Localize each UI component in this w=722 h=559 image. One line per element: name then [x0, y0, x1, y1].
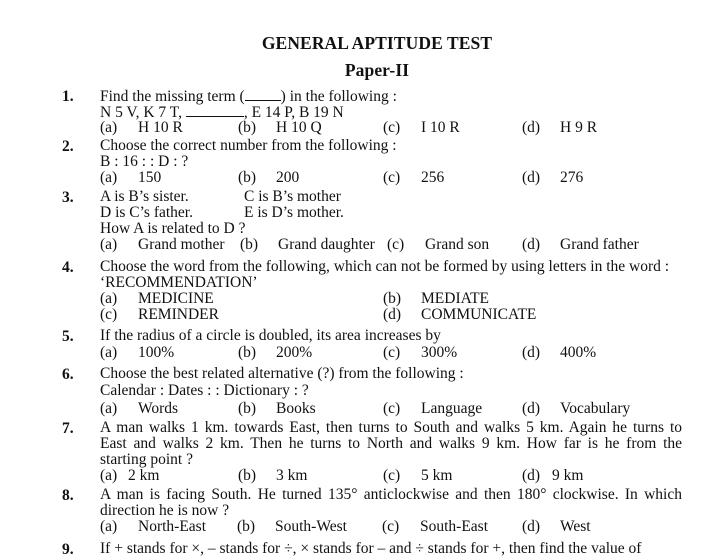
sequence-part: N 5 V, K 7 T, — [100, 104, 186, 121]
option-label: (a) — [100, 344, 118, 361]
question-text-part: ) in the following : — [280, 88, 397, 105]
statement-4: E is D’s mother. — [244, 204, 344, 221]
question-number: 8. — [62, 487, 74, 504]
option-b[interactable] — [238, 401, 316, 417]
question-number: 6. — [62, 366, 74, 383]
option-d[interactable] — [522, 468, 583, 484]
question-text-line-2: East and walks 2 km. Then he turns to North and walks 9 km. How far is he from the — [100, 435, 682, 452]
option-a[interactable] — [100, 401, 178, 417]
option-b[interactable] — [238, 120, 322, 136]
option-c[interactable] — [383, 120, 460, 136]
sequence-part: , E 14 P, B 19 N — [243, 104, 344, 121]
option-label: (a) — [100, 467, 118, 484]
option-b[interactable] — [238, 345, 312, 361]
option-c[interactable] — [383, 170, 444, 186]
option-label: (d) — [383, 306, 402, 323]
option-label: (b) — [240, 236, 259, 253]
option-c[interactable] — [383, 401, 482, 417]
paper-subtitle: Paper-II — [344, 60, 410, 80]
option-label: (a) — [100, 290, 118, 307]
option-text: Grand mother — [138, 236, 225, 253]
option-label: (b) — [238, 467, 257, 484]
option-text: Vocabulary — [560, 400, 631, 417]
option-label: (a) — [100, 236, 118, 253]
option-d[interactable] — [522, 120, 597, 136]
option-label: (c) — [382, 518, 400, 535]
question-number: 5. — [62, 328, 74, 345]
question-number: 2. — [62, 138, 74, 155]
blank-line — [245, 88, 281, 101]
option-text: 276 — [560, 169, 584, 186]
option-c[interactable] — [387, 237, 489, 253]
option-a[interactable] — [100, 519, 206, 535]
option-label: (b) — [238, 119, 257, 136]
option-text: REMINDER — [138, 306, 219, 323]
question-text: If the radius of a circle is doubled, its area increases by — [100, 327, 441, 344]
question-text-line-2: direction he is now ? — [100, 502, 230, 519]
question-number: 1. — [62, 88, 74, 105]
option-label: (d) — [522, 344, 541, 361]
option-text: 400% — [560, 344, 597, 361]
option-text: 5 km — [421, 467, 453, 484]
option-label: (c) — [383, 467, 401, 484]
option-b[interactable] — [238, 170, 299, 186]
option-b[interactable] — [237, 519, 347, 535]
option-label: (c) — [383, 119, 401, 136]
question-number: 4. — [62, 259, 74, 276]
option-c[interactable] — [382, 519, 488, 535]
option-label: (b) — [238, 400, 257, 417]
option-c[interactable] — [383, 345, 457, 361]
option-label: (d) — [522, 400, 541, 417]
option-text: Grand son — [425, 236, 490, 253]
statement-2: C is B’s mother — [244, 188, 341, 205]
option-b[interactable] — [383, 291, 489, 307]
option-label: (c) — [100, 306, 118, 323]
option-text: 300% — [421, 344, 458, 361]
question-text: Choose the word from the following, which can not be formed by using letters in the word : — [100, 258, 670, 275]
question-text-line-3: starting point ? — [100, 451, 193, 468]
option-text: 9 km — [552, 467, 584, 484]
option-b[interactable] — [240, 237, 375, 253]
option-label: (d) — [522, 518, 541, 535]
option-a[interactable] — [100, 345, 174, 361]
option-d[interactable] — [522, 170, 583, 186]
option-label: (d) — [522, 467, 541, 484]
option-text: 100% — [138, 344, 175, 361]
question-number: 7. — [62, 420, 74, 437]
question-number: 9. — [62, 541, 74, 558]
option-text: H 9 R — [560, 119, 598, 136]
option-label: (c) — [387, 236, 405, 253]
option-text: MEDICINE — [138, 290, 214, 307]
option-text: South-East — [420, 518, 489, 535]
option-d[interactable] — [522, 401, 630, 417]
option-b[interactable] — [238, 468, 307, 484]
question-text — [100, 88, 397, 105]
option-text: 200% — [276, 344, 313, 361]
option-text: South-West — [275, 518, 347, 535]
option-label: (a) — [100, 169, 118, 186]
option-d[interactable] — [522, 519, 591, 535]
option-a[interactable] — [100, 170, 161, 186]
question-text: Choose the best related alternative (?) from the following : — [100, 365, 464, 382]
option-d[interactable] — [522, 345, 596, 361]
option-label: (d) — [522, 236, 541, 253]
option-text: Language — [421, 400, 483, 417]
option-a[interactable] — [100, 291, 214, 307]
option-label: (c) — [383, 400, 401, 417]
option-label: (b) — [383, 290, 402, 307]
option-text: H 10 Q — [276, 119, 322, 136]
option-d[interactable] — [383, 307, 536, 323]
question-ratio: B : 16 : : D : ? — [100, 153, 189, 170]
option-label: (b) — [238, 344, 257, 361]
option-text: Books — [276, 400, 316, 417]
option-text: I 10 R — [421, 119, 460, 136]
statement-1: A is B’s sister. — [100, 188, 189, 205]
option-text: H 10 R — [138, 119, 183, 136]
document-title: GENERAL APTITUDE TEST — [261, 33, 493, 53]
option-d[interactable] — [522, 237, 639, 253]
option-text: 3 km — [276, 467, 308, 484]
option-text: 200 — [276, 169, 300, 186]
option-c[interactable] — [383, 468, 452, 484]
option-label: (b) — [237, 518, 256, 535]
option-text: 2 km — [128, 467, 160, 484]
analogy: Calendar : Dates : : Dictionary : ? — [100, 382, 309, 399]
option-text: MEDIATE — [421, 290, 490, 307]
question-number: 3. — [62, 189, 74, 206]
option-label: (d) — [522, 169, 541, 186]
question-text: How A is related to D ? — [100, 220, 246, 237]
option-label: (a) — [100, 518, 118, 535]
option-text: Grand father — [560, 236, 639, 253]
question-text-part: Find the missing term ( — [100, 88, 245, 105]
option-a[interactable] — [100, 120, 183, 136]
question-text: If + stands for ×, – stands for ÷, × stands for – and ÷ stands for +, then find the value of — [100, 540, 642, 557]
option-text: Words — [138, 400, 179, 417]
option-label: (c) — [383, 169, 401, 186]
option-text: West — [560, 518, 591, 535]
option-label: (d) — [522, 119, 541, 136]
option-text: Grand daughter — [278, 236, 375, 253]
question-text-line-1: A man is facing South. He turned 135° anticlockwise and then 180° clockwise. In which — [100, 486, 682, 503]
option-a[interactable] — [100, 468, 159, 484]
option-text: 256 — [421, 169, 445, 186]
option-label: (a) — [100, 400, 118, 417]
option-label: (c) — [383, 344, 401, 361]
question-text: Choose the correct number from the following : — [100, 137, 397, 154]
source-word: ‘RECOMMENDATION’ — [100, 274, 258, 291]
statement-3: D is C’s father. — [100, 204, 193, 221]
option-text: COMMUNICATE — [421, 306, 537, 323]
option-c[interactable] — [100, 307, 219, 323]
option-label: (a) — [100, 119, 118, 136]
option-a[interactable] — [100, 237, 225, 253]
option-label: (b) — [238, 169, 257, 186]
question-text-line-1: A man walks 1 km. towards East, then turns to South and walks 5 km. Again he turns to — [100, 419, 682, 436]
option-text: North-East — [138, 518, 207, 535]
option-text: 150 — [138, 169, 162, 186]
blank-line — [186, 104, 244, 117]
